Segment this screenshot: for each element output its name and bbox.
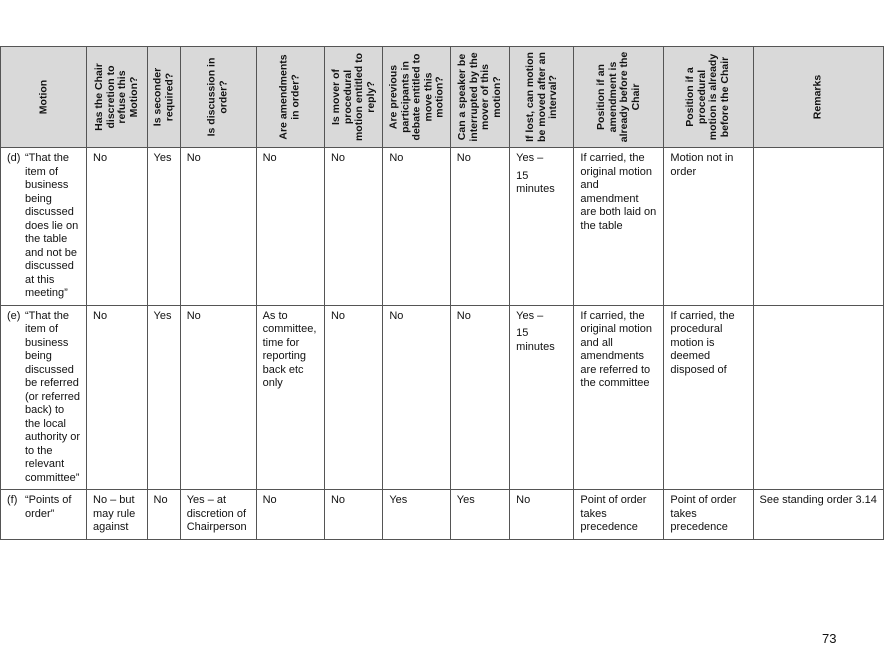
header-motion: Motion xyxy=(1,47,87,148)
header-if-lost: If lost, can motion be moved after an interval? xyxy=(510,47,574,148)
header-mover-reply: Is mover of procedural motion entitled to reply? xyxy=(324,47,382,148)
motion-cell xyxy=(1,490,87,540)
row-label: (f) xyxy=(7,494,18,506)
if-lost-cell: Yes – 15 minutes xyxy=(510,148,574,306)
header-procedural-before: Position if a procedural motion is already before the Chair xyxy=(664,47,753,148)
chair-discretion-cell: No xyxy=(87,305,148,490)
row-label: (e) xyxy=(7,309,21,322)
interrupted-cell: No xyxy=(450,148,509,306)
motions-table xyxy=(0,46,884,540)
amendment-before-cell: If carried, the original motion and amendment are both laid on the table xyxy=(574,148,664,306)
mover-reply-cell: No xyxy=(324,305,382,490)
remarks-cell xyxy=(753,148,884,306)
interrupted-cell: Yes xyxy=(450,490,509,540)
header-seconder: Is seconder required? xyxy=(147,47,180,148)
header-chair-discretion: Has the Chair discretion to refuse this Motion? xyxy=(87,47,148,148)
table-row xyxy=(1,305,884,490)
amendments-cell: As to committee, time for reporting back etc only xyxy=(256,305,324,490)
motion-text: “Points of order” xyxy=(25,494,72,520)
amendments-cell: No xyxy=(256,148,324,306)
motion-text: “That the item of business being discussed does lie on the table and not be discussed at this meeting” xyxy=(25,152,79,299)
remarks-cell: See standing order 3.14 xyxy=(753,490,884,540)
seconder-cell: Yes xyxy=(147,148,180,306)
interrupted-cell: No xyxy=(450,305,509,490)
table-row xyxy=(1,148,884,306)
remarks-cell xyxy=(753,305,884,490)
amendments-cell: No xyxy=(256,490,324,540)
chair-discretion-cell: No – but may rule against xyxy=(87,490,148,540)
motion-cell xyxy=(1,305,87,490)
previous-participants-cell: Yes xyxy=(383,490,450,540)
discussion-cell: No xyxy=(180,305,256,490)
header-remarks: Remarks xyxy=(753,47,884,148)
amendment-before-cell: Point of order takes precedence xyxy=(574,490,664,540)
chair-discretion-cell: No xyxy=(87,148,148,306)
discussion-cell: Yes – at discretion of Chairperson xyxy=(180,490,256,540)
procedural-before-cell: Point of order takes precedence xyxy=(664,490,753,540)
previous-participants-cell: No xyxy=(383,305,450,490)
if-lost-cell: Yes – 15 minutes xyxy=(510,305,574,490)
if-lost-cell: No xyxy=(510,490,574,540)
seconder-cell: No xyxy=(147,490,180,540)
amendment-before-cell: If carried, the original motion and all amendments are referred to the committee xyxy=(574,305,664,490)
header-previous-participants: Are previous participants in debate entitled to move this motion? xyxy=(383,47,450,148)
procedural-before-cell: If carried, the procedural motion is deemed disposed of xyxy=(664,305,753,490)
seconder-cell: Yes xyxy=(147,305,180,490)
mover-reply-cell: No xyxy=(324,490,382,540)
header-row xyxy=(1,47,884,148)
header-discussion: Is discussion in order? xyxy=(180,47,256,148)
table-row xyxy=(1,490,884,540)
header-interrupted: Can a speaker be interrupted by the mover of this motion? xyxy=(450,47,509,148)
header-amendments: Are amendments in order? xyxy=(256,47,324,148)
mover-reply-cell: No xyxy=(324,148,382,306)
procedural-before-cell: Motion not in order xyxy=(664,148,753,306)
page-number: 73 xyxy=(822,631,837,646)
row-label: (d) xyxy=(7,152,21,164)
header-amendment-before: Position if an amendment is already before the Chair xyxy=(574,47,664,148)
motion-cell xyxy=(1,148,87,306)
discussion-cell: No xyxy=(180,148,256,306)
previous-participants-cell: No xyxy=(383,148,450,306)
motion-text: “That the item of business being discussed be referred (or referred back) to the local authority or to the relevant committee” xyxy=(25,309,81,484)
